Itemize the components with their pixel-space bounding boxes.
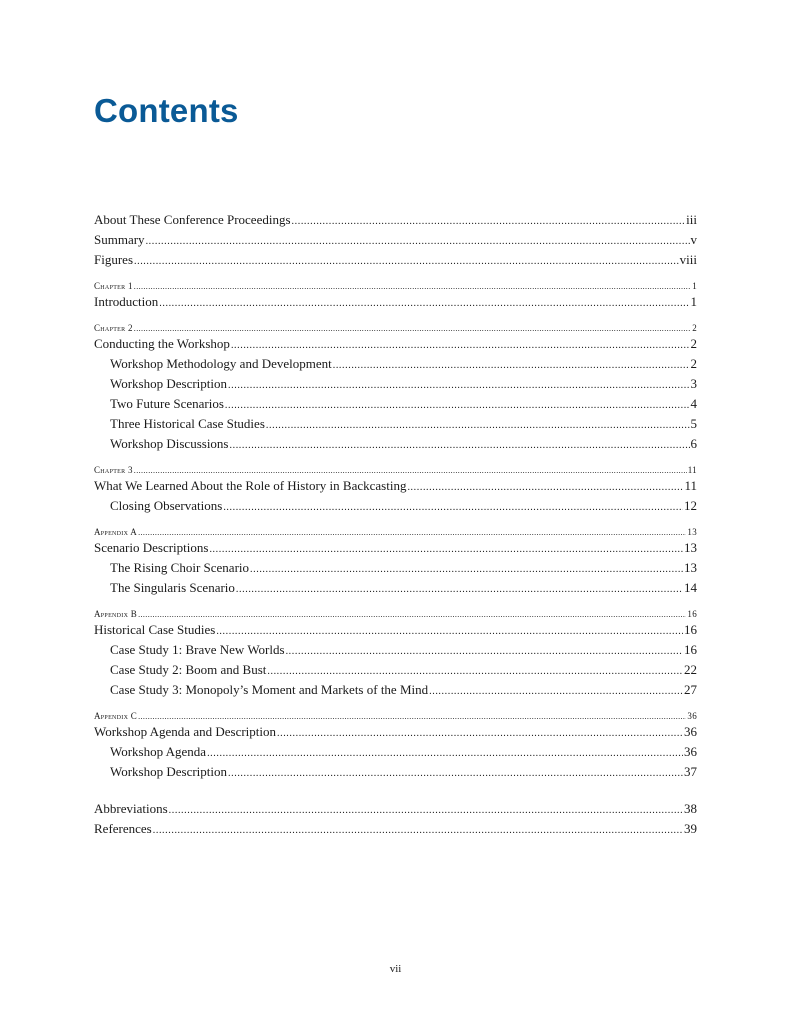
toc-page: 11	[687, 465, 697, 475]
toc-subentry[interactable]	[94, 559, 697, 579]
leader-dots	[228, 763, 683, 783]
toc-label: Figures	[94, 252, 133, 267]
toc-page: 13	[684, 540, 697, 555]
leader-dots	[159, 293, 689, 313]
toc-label: Workshop Agenda and Description	[94, 724, 276, 739]
toc-page: 16	[684, 642, 697, 657]
leader-dots	[209, 539, 683, 559]
leader-dots	[146, 231, 690, 251]
leader-dots	[223, 497, 683, 517]
leader-dots	[134, 465, 687, 477]
leader-dots	[153, 820, 683, 840]
toc-page: 22	[684, 662, 697, 677]
toc-entry-about[interactable]	[94, 211, 697, 231]
toc-page: 16	[684, 622, 697, 637]
toc-page: 1	[690, 294, 697, 309]
leader-dots	[267, 661, 683, 681]
toc-page: viii	[679, 252, 697, 267]
toc-page: iii	[686, 212, 697, 227]
toc-label: Closing Observations	[110, 498, 223, 513]
toc-page: 2	[690, 336, 697, 351]
toc-chapter-caption[interactable]	[94, 464, 697, 477]
leader-dots	[169, 800, 683, 820]
toc-appendix-caption[interactable]	[94, 710, 697, 723]
leader-dots	[236, 579, 683, 599]
toc-page: 2	[690, 356, 697, 371]
toc-page: 37	[684, 764, 697, 779]
toc-label: Conducting the Workshop	[94, 336, 230, 351]
toc-entry-abbreviations[interactable]	[94, 800, 697, 820]
toc-label: Appendix C	[94, 711, 138, 721]
toc-page: 12	[684, 498, 697, 513]
leader-dots	[407, 477, 683, 497]
toc-subentry[interactable]	[94, 763, 697, 783]
toc-label: Scenario Descriptions	[94, 540, 209, 555]
toc-label: Abbreviations	[94, 801, 168, 816]
toc-label: Appendix A	[94, 527, 138, 537]
toc-label: Introduction	[94, 294, 159, 309]
toc-label: Chapter 1	[94, 281, 133, 291]
leader-dots	[225, 395, 690, 415]
toc-appendix-caption[interactable]	[94, 526, 697, 539]
toc-chapter-caption[interactable]	[94, 322, 697, 335]
leader-dots	[292, 211, 686, 231]
toc-chapter-caption[interactable]	[94, 280, 697, 293]
toc-label: Workshop Agenda	[110, 744, 207, 759]
toc-entry-summary[interactable]	[94, 231, 697, 251]
toc-label: Case Study 1: Brave New Worlds	[110, 642, 285, 657]
toc-subentry[interactable]	[94, 415, 697, 435]
toc-label: Appendix B	[94, 609, 138, 619]
toc-entry-references[interactable]	[94, 820, 697, 840]
toc-page: 5	[690, 416, 697, 431]
toc-page: 11	[684, 478, 697, 493]
table-of-contents	[94, 211, 697, 840]
toc-label: Chapter 2	[94, 323, 133, 333]
toc-page: 3	[690, 376, 697, 391]
toc-label: Summary	[94, 232, 145, 247]
leader-dots	[429, 681, 683, 701]
toc-subentry[interactable]	[94, 661, 697, 681]
toc-label: Case Study 2: Boom and Bust	[110, 662, 267, 677]
toc-page: 27	[684, 682, 697, 697]
toc-label: The Singularis Scenario	[110, 580, 235, 595]
toc-subentry[interactable]	[94, 641, 697, 661]
toc-page: 1	[692, 281, 697, 291]
leader-dots	[207, 743, 683, 763]
toc-entry[interactable]	[94, 539, 697, 559]
toc-label: Three Historical Case Studies	[110, 416, 265, 431]
toc-label: Workshop Methodology and Development	[110, 356, 332, 371]
toc-label: Workshop Description	[110, 764, 228, 779]
leader-dots	[333, 355, 690, 375]
toc-entry-figures[interactable]	[94, 251, 697, 271]
leader-dots	[228, 375, 689, 395]
toc-page: 39	[684, 821, 697, 836]
toc-subentry[interactable]	[94, 395, 697, 415]
toc-page: 14	[684, 580, 697, 595]
leader-dots	[266, 415, 690, 435]
toc-page: 16	[687, 609, 697, 619]
toc-subentry[interactable]	[94, 579, 697, 599]
toc-label: The Rising Choir Scenario	[110, 560, 250, 575]
toc-page: 6	[690, 436, 697, 451]
toc-label: Workshop Discussions	[110, 436, 229, 451]
toc-entry[interactable]	[94, 293, 697, 313]
toc-label: References	[94, 821, 152, 836]
toc-subentry[interactable]	[94, 743, 697, 763]
leader-dots	[134, 323, 691, 335]
page-title: Contents	[94, 92, 239, 129]
toc-page: 13	[684, 560, 697, 575]
leader-dots	[138, 711, 686, 723]
leader-dots	[134, 251, 679, 271]
toc-entry[interactable]	[94, 335, 697, 355]
toc-page: 36	[687, 711, 697, 721]
leader-dots	[138, 527, 686, 539]
page-number: vii	[389, 963, 402, 975]
toc-page: v	[690, 232, 697, 247]
toc-label: About These Conference Proceedings	[94, 212, 291, 227]
toc-label: Two Future Scenarios	[110, 396, 224, 411]
toc-page: 38	[684, 801, 697, 816]
toc-page: 4	[690, 396, 697, 411]
toc-subentry[interactable]	[94, 355, 697, 375]
leader-dots	[138, 609, 686, 621]
toc-label: Chapter 3	[94, 465, 133, 475]
toc-entry[interactable]	[94, 723, 697, 743]
toc-label: Historical Case Studies	[94, 622, 216, 637]
toc-entry[interactable]	[94, 621, 697, 641]
leader-dots	[286, 641, 683, 661]
toc-page: 36	[684, 744, 697, 759]
toc-page: 13	[687, 527, 697, 537]
toc-subentry[interactable]	[94, 435, 697, 455]
toc-appendix-caption[interactable]	[94, 608, 697, 621]
leader-dots	[230, 435, 690, 455]
toc-subentry[interactable]	[94, 497, 697, 517]
toc-subentry[interactable]	[94, 681, 697, 701]
leader-dots	[277, 723, 683, 743]
leader-dots	[134, 281, 691, 293]
leader-dots	[231, 335, 690, 355]
leader-dots	[250, 559, 683, 579]
toc-page: 2	[692, 323, 697, 333]
toc-label: Case Study 3: Monopoly’s Moment and Markets of the Mind	[110, 682, 429, 697]
toc-label: Workshop Description	[110, 376, 228, 391]
toc-page: 36	[684, 724, 697, 739]
toc-subentry[interactable]	[94, 375, 697, 395]
toc-entry[interactable]	[94, 477, 697, 497]
toc-label: What We Learned About the Role of History in Backcasting	[94, 478, 407, 493]
leader-dots	[216, 621, 683, 641]
